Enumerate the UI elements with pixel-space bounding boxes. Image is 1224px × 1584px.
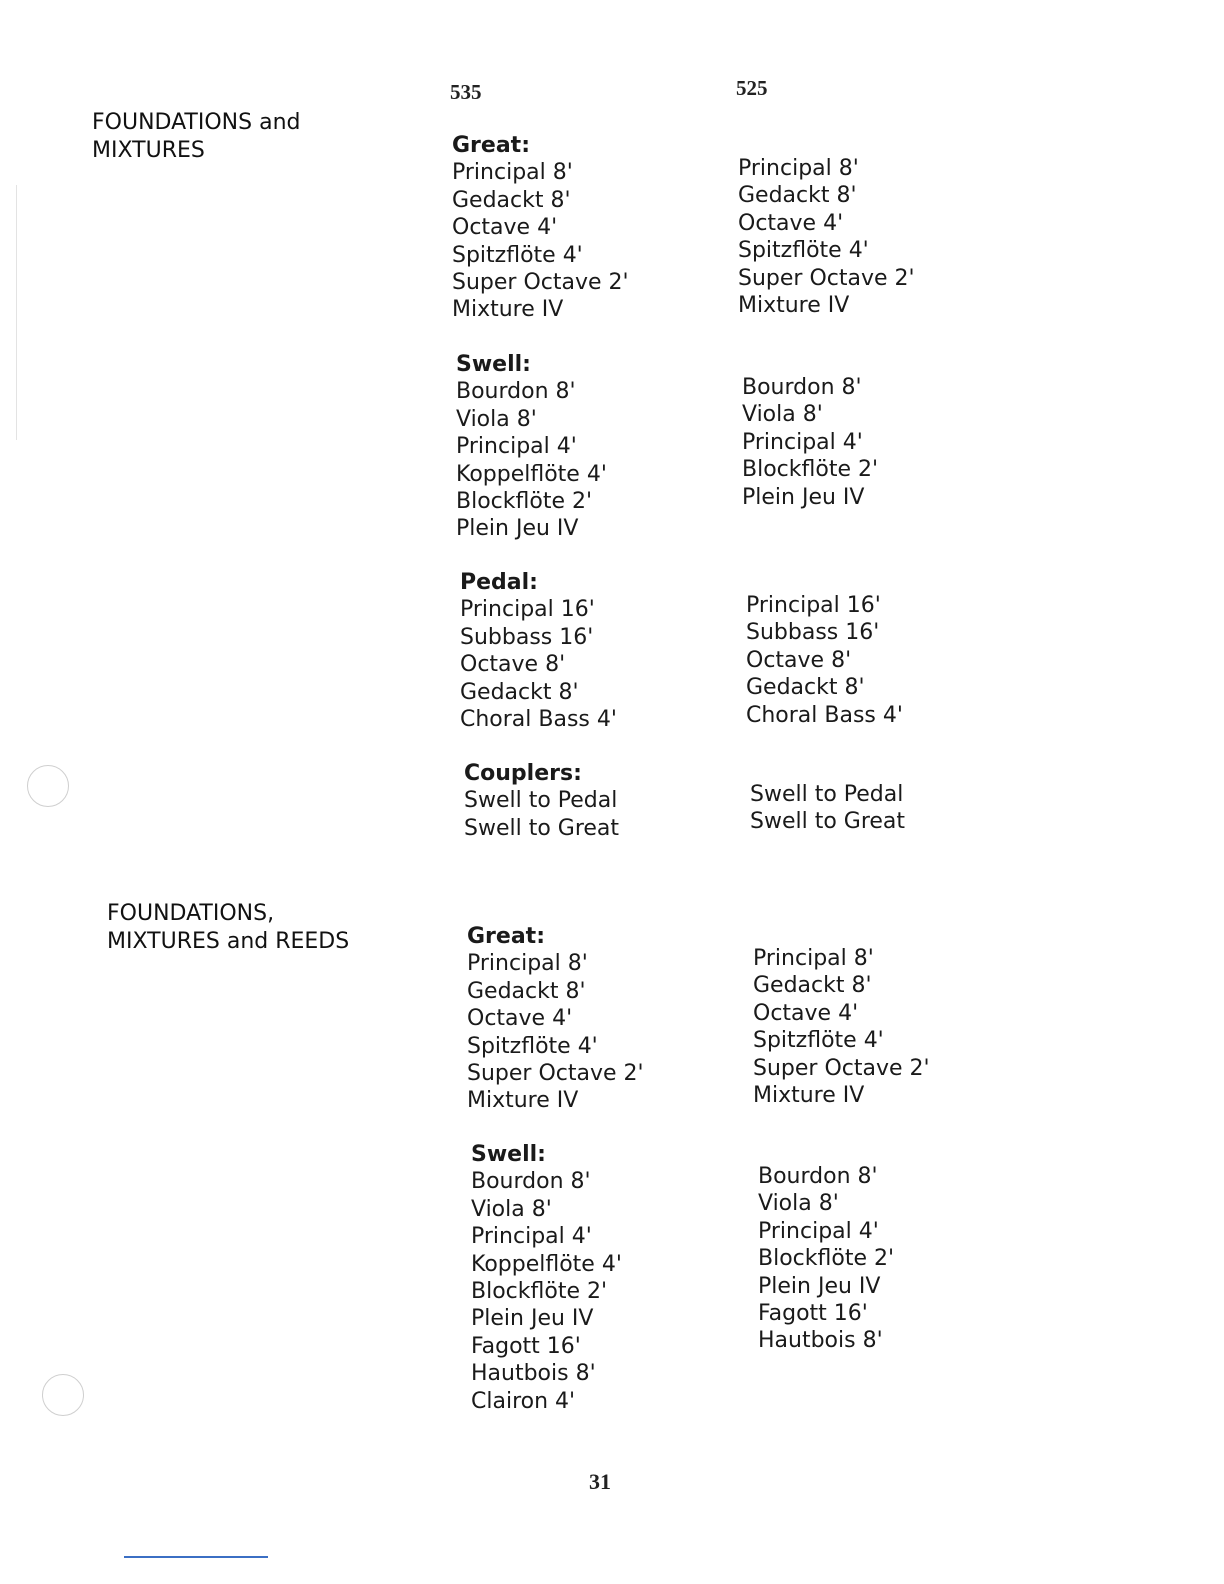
stop-item: Gedackt 8' xyxy=(460,679,579,705)
stop-item: Super Octave 2' xyxy=(452,270,629,296)
stop-item: Blockflöte 2' xyxy=(471,1279,608,1305)
stop-item: Clairon 4' xyxy=(471,1388,576,1414)
stop-group-535 xyxy=(464,760,619,842)
stop-item: Bourdon 8' xyxy=(456,379,576,405)
stop-item: Choral Bass 4' xyxy=(460,707,617,733)
punch-hole-bottom xyxy=(42,1374,84,1416)
stop-item: Octave 8' xyxy=(746,647,852,673)
stop-item: Plein Jeu IV xyxy=(456,516,579,542)
stop-item: Subbass 16' xyxy=(746,620,880,646)
stop-item: Principal 8' xyxy=(738,156,859,181)
stop-item: Mixture IV xyxy=(738,293,850,319)
stop-item: Gedackt 8' xyxy=(467,978,586,1004)
stop-item: Mixture IV xyxy=(467,1088,579,1114)
stop-item: Spitzflöte 4' xyxy=(467,1033,598,1059)
stop-item: Bourdon 8' xyxy=(742,375,862,400)
division-title: Swell: xyxy=(456,352,531,377)
stop-item: Plein Jeu IV xyxy=(742,484,865,510)
stop-item: Swell to Great xyxy=(464,815,620,841)
stop-item: Gedackt 8' xyxy=(452,187,571,213)
stop-item: Swell to Pedal xyxy=(464,788,618,814)
punch-hole-top xyxy=(27,765,69,807)
stop-item: Principal 4' xyxy=(471,1224,592,1250)
stop-group-535 xyxy=(471,1141,622,1415)
stop-item: Subbass 16' xyxy=(460,624,594,650)
stop-item: Fagott 16' xyxy=(758,1301,868,1327)
stop-item: Gedackt 8' xyxy=(746,675,865,701)
division-title: Pedal: xyxy=(460,570,538,595)
stop-item: Principal 8' xyxy=(753,946,874,971)
stop-item: Principal 4' xyxy=(758,1218,879,1244)
division-title: Great: xyxy=(467,924,545,949)
stop-item: Octave 4' xyxy=(467,1006,573,1032)
stop-item: Spitzflöte 4' xyxy=(452,242,583,268)
stop-item: Super Octave 2' xyxy=(753,1055,930,1081)
section-heading-foundations-mixtures xyxy=(92,109,300,165)
division-title: Great: xyxy=(452,133,530,158)
stop-item: Super Octave 2' xyxy=(738,265,915,291)
page-number: 31 xyxy=(589,1469,611,1494)
stop-item: Spitzflöte 4' xyxy=(738,238,869,264)
stop-item: Octave 4' xyxy=(738,210,844,236)
stop-group-525 xyxy=(746,592,903,729)
stop-item: Principal 8' xyxy=(467,951,588,977)
stop-group-525 xyxy=(753,945,930,1109)
stop-item: Hautbois 8' xyxy=(758,1328,883,1354)
stop-item: Blockflöte 2' xyxy=(456,489,593,515)
stop-item: Mixture IV xyxy=(452,297,564,323)
stop-group-525 xyxy=(738,155,915,319)
stop-item: Octave 4' xyxy=(452,215,558,241)
stop-item: Swell to Pedal xyxy=(750,782,904,807)
heading-line: MIXTURES and REEDS xyxy=(107,929,350,954)
stop-item: Bourdon 8' xyxy=(471,1169,591,1195)
stop-group-525 xyxy=(750,781,905,836)
bottom-rule xyxy=(124,1556,268,1558)
stop-item: Blockflöte 2' xyxy=(742,457,879,483)
stop-item: Viola 8' xyxy=(471,1196,552,1222)
division-title: Swell: xyxy=(471,1142,546,1167)
stop-item: Gedackt 8' xyxy=(753,973,872,999)
stop-item: Principal 16' xyxy=(746,593,881,618)
stop-group-535 xyxy=(452,132,629,324)
stop-item: Hautbois 8' xyxy=(471,1361,596,1387)
heading-line: FOUNDATIONS, xyxy=(107,901,275,926)
section-heading-foundations-mixtures-reeds xyxy=(107,900,349,956)
stop-item: Plein Jeu IV xyxy=(471,1306,594,1332)
stop-item: Koppelflöte 4' xyxy=(456,461,607,487)
stop-item: Principal 4' xyxy=(742,429,863,455)
division-title: Couplers: xyxy=(464,761,582,786)
stop-item: Principal 8' xyxy=(452,160,573,186)
stop-group-535 xyxy=(460,569,617,733)
stop-item: Choral Bass 4' xyxy=(746,702,903,728)
stop-item: Principal 4' xyxy=(456,434,577,460)
stop-item: Plein Jeu IV xyxy=(758,1273,881,1299)
stop-group-535 xyxy=(467,923,644,1115)
stop-item: Viola 8' xyxy=(456,406,537,432)
stop-item: Swell to Great xyxy=(750,809,906,835)
stop-group-525 xyxy=(742,374,878,511)
stop-item: Octave 8' xyxy=(460,652,566,678)
stop-item: Gedackt 8' xyxy=(738,183,857,209)
heading-line: FOUNDATIONS and xyxy=(92,110,301,135)
stop-item: Bourdon 8' xyxy=(758,1164,878,1189)
stop-item: Octave 4' xyxy=(753,1000,859,1026)
stop-item: Mixture IV xyxy=(753,1083,865,1109)
stop-item: Viola 8' xyxy=(758,1191,839,1217)
model-525-label: 525 xyxy=(736,76,768,100)
stop-item: Viola 8' xyxy=(742,402,823,428)
stop-item: Super Octave 2' xyxy=(467,1061,644,1087)
stop-group-525 xyxy=(758,1163,894,1355)
stop-item: Blockflöte 2' xyxy=(758,1246,895,1272)
stop-item: Fagott 16' xyxy=(471,1333,581,1359)
stop-item: Koppelflöte 4' xyxy=(471,1251,622,1277)
model-535-label: 535 xyxy=(450,80,482,104)
stop-item: Principal 16' xyxy=(460,597,595,623)
stop-group-535 xyxy=(456,351,607,543)
stop-item: Spitzflöte 4' xyxy=(753,1028,884,1054)
heading-line: MIXTURES xyxy=(92,138,205,163)
margin-line xyxy=(16,185,17,440)
